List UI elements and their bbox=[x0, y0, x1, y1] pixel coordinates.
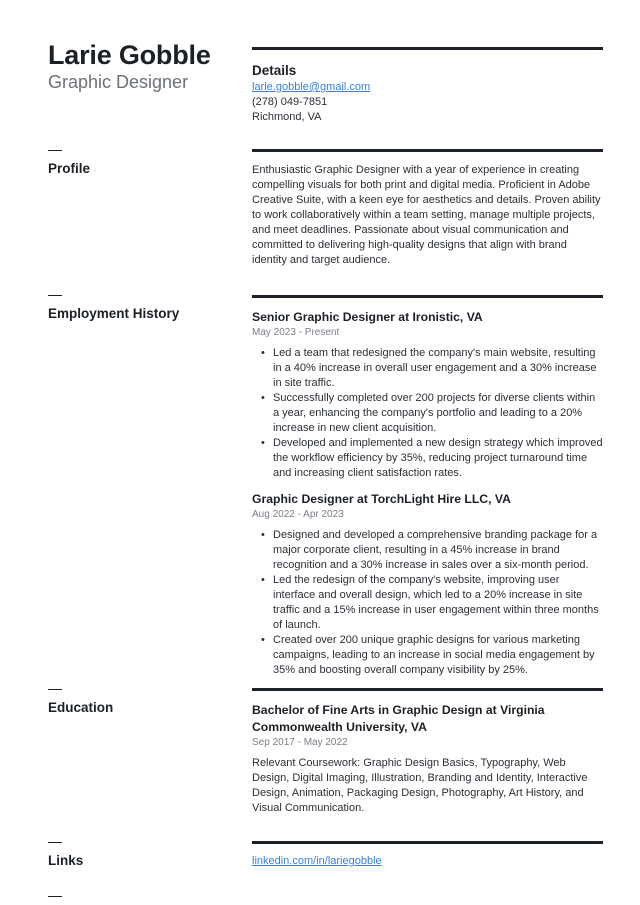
degree-title: Bachelor of Fine Arts in Graphic Design at Virginia Commonwealth University, VA bbox=[252, 703, 545, 734]
phone-number: (278) 049-7851 bbox=[252, 96, 328, 108]
coursework-text: Relevant Coursework: Graphic Design Basics, Typography, Web Design, Digital Imaging, Illustration, Branding and Identity, Interactive Design, Animation, Packaging Design, Photography, Art History, and Visual Communication. bbox=[252, 757, 588, 814]
job-bullets bbox=[252, 346, 603, 481]
links-rule bbox=[252, 841, 603, 844]
candidate-role: Graphic Designer bbox=[48, 72, 189, 92]
job-dates: Aug 2022 - Apr 2023 bbox=[252, 509, 344, 520]
profile-text: Enthusiastic Graphic Designer with a year of experience in creating compelling visuals for both print and digital media. Proficient in Adobe Creative Suite, with a keen eye for aesthetics and details. Proven ability to work collaboratively within a team setting, manage multiple projects, and meet deadlines. Passionate about visual communication and committed to delivering high-quality designs that align with brand identity and target audience. bbox=[252, 164, 601, 266]
details-section bbox=[252, 62, 603, 125]
links-dash bbox=[48, 842, 62, 843]
education-section bbox=[252, 702, 603, 816]
linkedin-link[interactable]: linkedin.com/in/lariegobble bbox=[252, 855, 382, 867]
candidate-name: Larie Gobble bbox=[48, 40, 211, 70]
list-item: • Led the redesign of the company's website, improving user interface and overall design, which led to a 20% increase in site traffic and a 15% increase in user engagement within three months of launch. bbox=[252, 573, 603, 633]
profile-dash bbox=[48, 150, 62, 151]
location: Richmond, VA bbox=[252, 111, 322, 123]
list-item: • Successfully completed over 200 projects for diverse clients within a year, enhancing the company's portfolio and leading to a 20% increase in new client acquisition. bbox=[252, 391, 603, 436]
email-link[interactable]: larie.gobble@gmail.com bbox=[252, 81, 371, 93]
profile-rule bbox=[252, 149, 603, 152]
job-title: Senior Graphic Designer at Ironistic, VA bbox=[252, 310, 483, 324]
job-2 bbox=[252, 491, 603, 678]
profile-title: Profile bbox=[48, 161, 91, 176]
list-item: • Created over 200 unique graphic designs for various marketing campaigns, leading to an increase in social media engagement by 35% and boosting overall company visibility by 25%. bbox=[252, 633, 603, 678]
profile-section bbox=[252, 163, 603, 268]
job-dates: May 2023 - Present bbox=[252, 327, 340, 338]
job-title: Graphic Designer at TorchLight Hire LLC, VA bbox=[252, 492, 511, 506]
list-item: • Led a team that redesigned the company's main website, resulting in a 40% increase in overall user engagement and a 30% increase in site traffic. bbox=[252, 346, 603, 391]
employment-rule bbox=[252, 295, 603, 298]
employment-dash bbox=[48, 295, 62, 296]
footer-dash bbox=[48, 896, 62, 897]
job-1 bbox=[252, 309, 603, 481]
education-rule bbox=[252, 688, 603, 691]
details-title: Details bbox=[252, 63, 297, 78]
employment-title: Employment History bbox=[48, 306, 180, 321]
list-item: • Designed and developed a comprehensive branding package for a major corporate client, resulting in a 45% increase in brand recognition and a 30% increase in sales over a six-month period. bbox=[252, 528, 603, 573]
links-title: Links bbox=[48, 853, 84, 868]
details-rule bbox=[252, 47, 603, 50]
education-dash bbox=[48, 689, 62, 690]
job-bullets bbox=[252, 528, 603, 678]
education-title: Education bbox=[48, 700, 114, 715]
list-item: • Developed and implemented a new design strategy which improved the workflow efficiency by 35%, reducing project turnaround time and increasing client satisfaction rates. bbox=[252, 436, 603, 481]
links-section bbox=[252, 854, 603, 869]
education-dates: Sep 2017 - May 2022 bbox=[252, 737, 348, 748]
